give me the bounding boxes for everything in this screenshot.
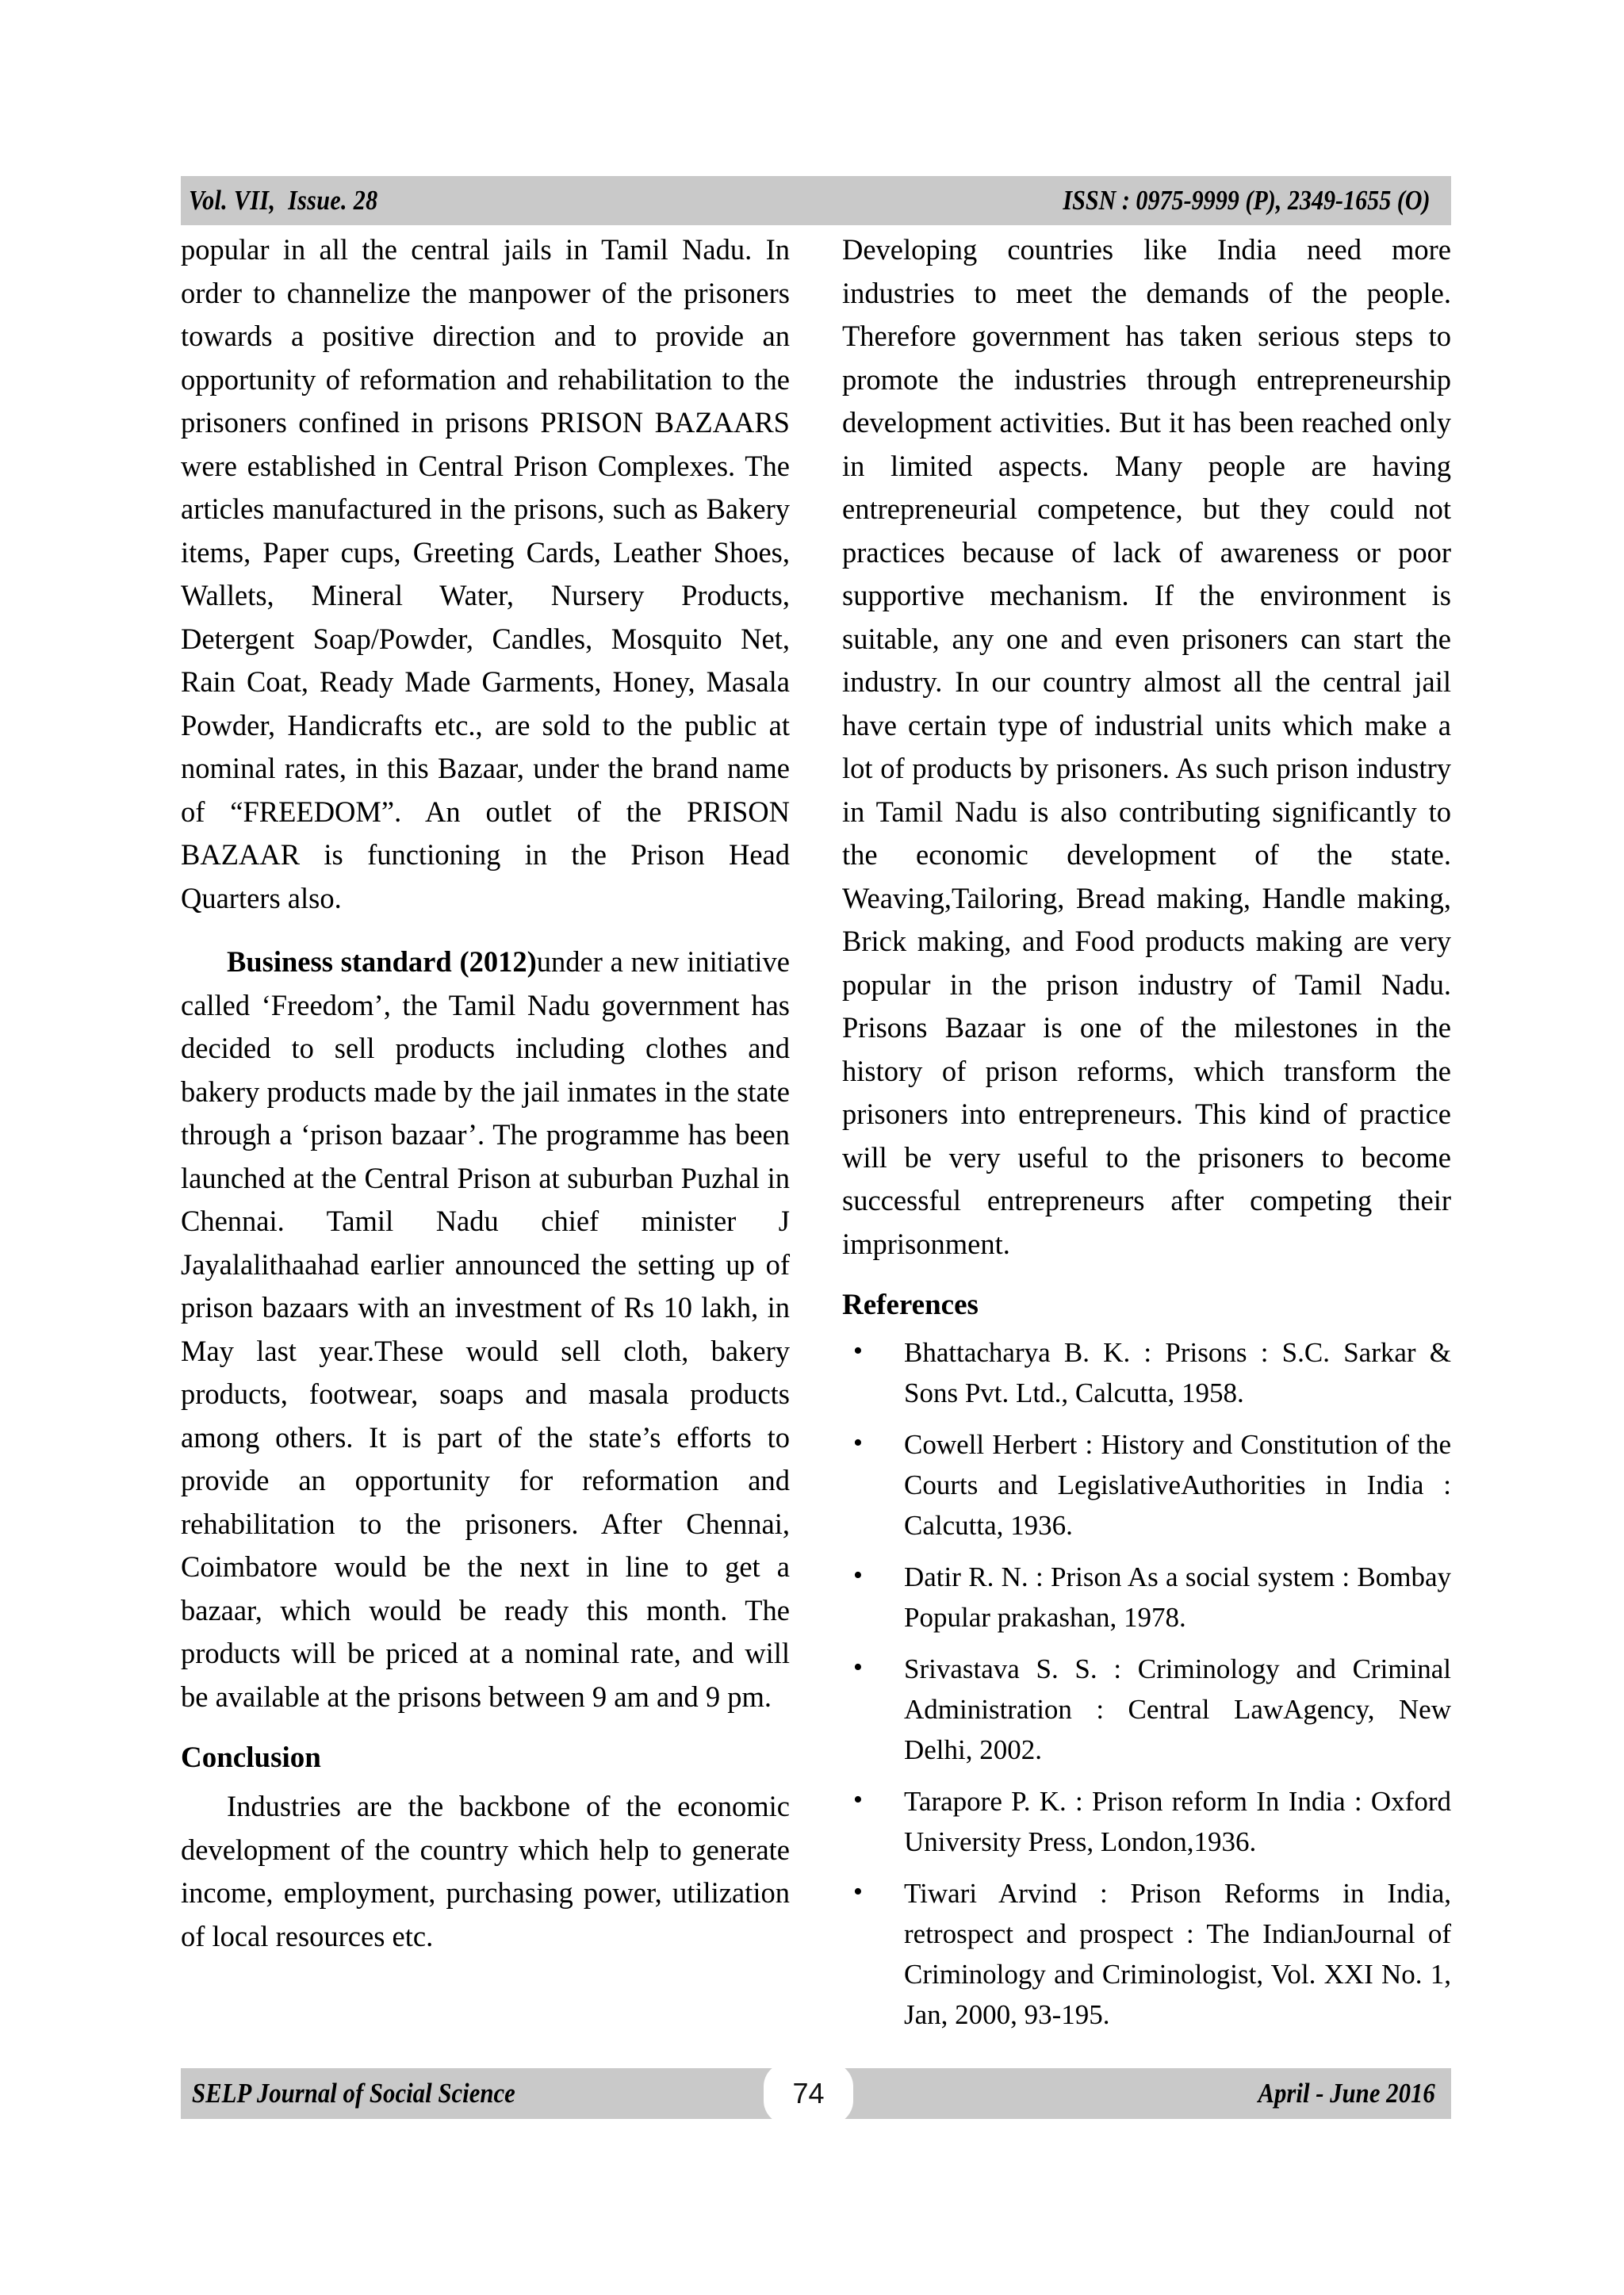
bullet-icon: •: [853, 1785, 863, 1814]
volume-issue-label: Vol. VII, Issue. 28: [189, 185, 378, 216]
page-number-badge: 74: [764, 2063, 853, 2125]
bullet-icon: •: [853, 1428, 863, 1458]
reference-text: Tiwari Arvind : Prison Reforms in India, retrospect and prospect : The IndianJournal of Criminology and Criminologist, Vol. XXI No. 1, Jan, 2000, 93-195.: [904, 1878, 1451, 2030]
left-paragraph-1: popular in all the central jails in Tamil Nadu. In order to channelize the manpower of the prisoners towards a positive direction and to provide an opportunity of reformation and rehabilitation to the prisoners confined in prisons PRISON BAZAARS were established in Central Prison Complexes. The articles manufactured in the prisons, such as Bakery items, Paper cups, Greeting Cards, Leather Shoes, Wallets, Mineral Water, Nursery Products, Detergent Soap/Powder, Candles, Mosquito Net, Rain Coat, Ready Made Garments, Honey, Masala Powder, Handicrafts etc., are sold to the public at nominal rates, in this Bazaar, under the brand name of “FREEDOM”. An outlet of the PRISON BAZAAR is functioning in the Prison Head Quarters also.: [181, 233, 790, 914]
reference-text: Srivastava S. S. : Criminology and Criminal Administration : Central LawAgency, New Delhi, 2002.: [904, 1653, 1451, 1765]
bullet-icon: •: [853, 1653, 863, 1682]
bullet-icon: •: [853, 1561, 863, 1590]
conclusion-paragraph: Industries are the backbone of the economic development of the country which help to generate income, employment, purchasing power, utilization of local resources etc.: [181, 1790, 790, 1952]
reference-text: Cowell Herbert : History and Constitution of the Courts and LegislativeAuthorities in India : Calcutta, 1936.: [904, 1429, 1451, 1541]
list-item: [842, 1781, 1451, 1862]
journal-name-label: SELP Journal of Social Science: [192, 2078, 515, 2109]
left-paragraph-2: [181, 941, 790, 1718]
reference-text: Bhattacharya B. K. : Prisons : S.C. Sarkar & Sons Pvt. Ltd., Calcutta, 1958.: [904, 1337, 1451, 1408]
citation-business-standard: Business standard (2012): [227, 945, 537, 978]
list-item: [842, 1873, 1451, 2035]
references-heading: References: [842, 1289, 979, 1321]
right-paragraph-1: Developing countries like India need more industries to meet the demands of the people. Therefore government has taken serious steps to promote the industries through entrepreneurship development activities. But it has been reached only in limited aspects. Many people are having entrepreneurial competence, but they could not practices because of lack of awareness or poor supportive mechanism. If the environment is suitable, any one and even prisoners can start the industry. In our country almost all the central jail have certain type of industrial units which make a lot of products by prisoners. As such prison industry in Tamil Nadu is also contributing significantly to the economic development of the state. Weaving,Tailoring, Bread making, Handle making, Brick making, and Food products making are very popular in the prison industry of Tamil Nadu. Prisons Bazaar is one of the milestones in the history of prison reforms, which transform the prisoners into entrepreneurs. This kind of practice will be very useful to the prisoners to become successful entrepreneurs after competing their imprisonment.: [842, 233, 1451, 1260]
list-item: [842, 1424, 1451, 1546]
references-list: [842, 1332, 1451, 2035]
page-header: [181, 176, 1451, 225]
list-item: [842, 1332, 1451, 1413]
conclusion-heading: Conclusion: [181, 1741, 321, 1774]
issn-label: ISSN : 0975-9999 (P), 2349-1655 (O): [1063, 185, 1431, 216]
bullet-icon: •: [853, 1336, 863, 1366]
list-item: [842, 1557, 1451, 1638]
left-paragraph-2-text: under a new initiative called ‘Freedom’, the Tamil Nadu government has decided to sell products including clothes and bakery products made by the jail inmates in the state through a ‘prison bazaar’. The programme has been launched at the Central Prison at suburban Puzhal in Chennai. Tamil Nadu chief minister J Jayalalithaahad earlier announced the setting up of prison bazaars with an investment of Rs 10 lakh, in May last year.These would sell cloth, bakery products, footwear, soaps and masala products among others. It is part of the state’s efforts to provide an opportunity for reformation and rehabilitation to the prisoners. After Chennai, Coimbatore would be the next in line to get a bazaar, which would be ready this month. The products will be priced at a nominal rate, and will be available at the prisons between 9 am and 9 pm.: [181, 945, 790, 1713]
bullet-icon: •: [853, 1877, 863, 1906]
left-column: [181, 228, 790, 2046]
reference-text: Datir R. N. : Prison As a social system : Bombay Popular prakashan, 1978.: [904, 1561, 1451, 1633]
right-column: [842, 228, 1451, 2046]
issue-period-label: April - June 2016: [1258, 2078, 1435, 2109]
reference-text: Tarapore P. K. : Prison reform In India : Oxford University Press, London,1936.: [904, 1786, 1451, 1857]
list-item: [842, 1649, 1451, 1770]
two-column-body: [181, 228, 1451, 2046]
